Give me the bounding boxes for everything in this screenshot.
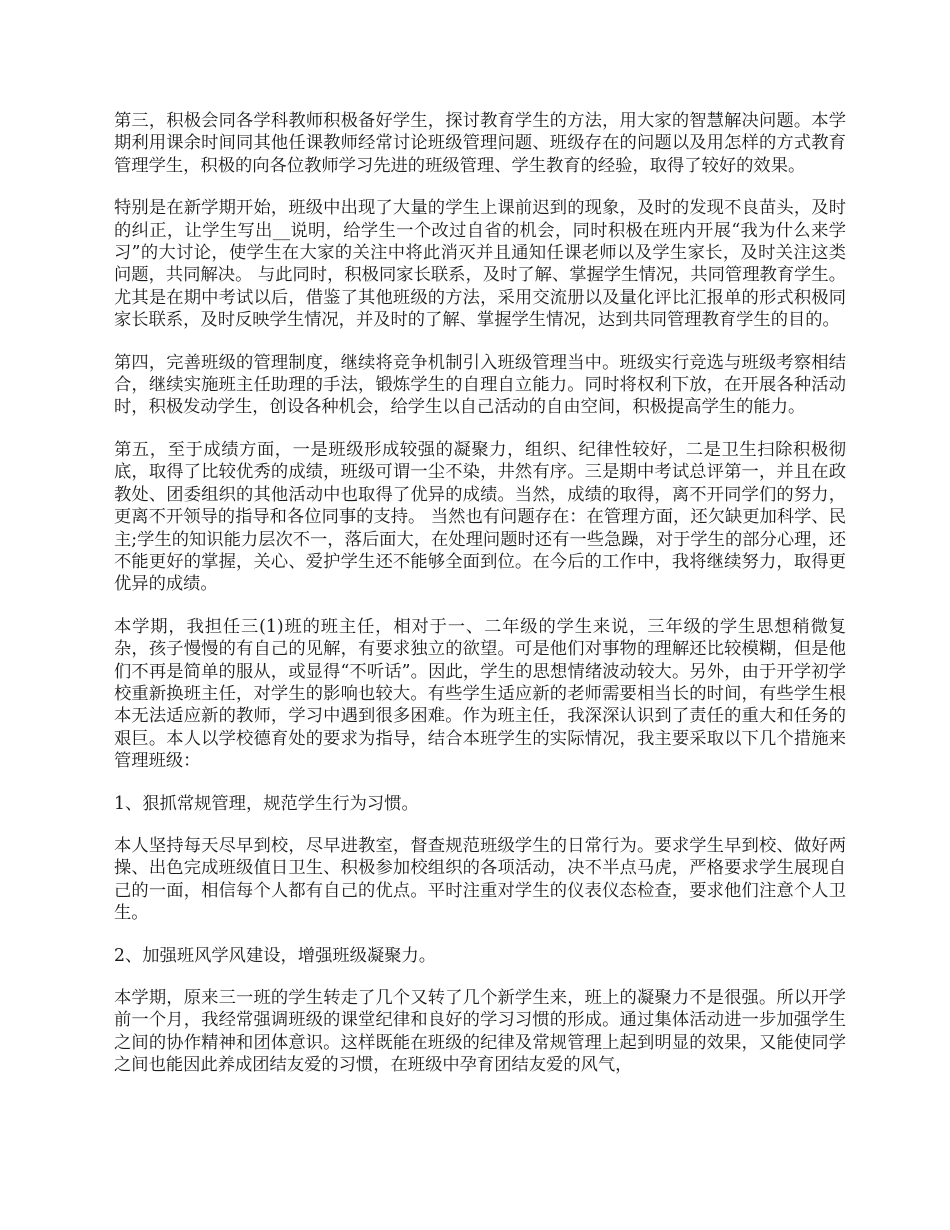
paragraph-class-overview: 本学期，我担任三(1)班的班主任，相对于一、二年级的学生来说，三年级的学生思想稍微复杂，孩子慢慢的有自己的见解，有要求独立的欲望。可是他们对事物的理解还比较模糊，但是他们不再是简单的服从，或显得“不听话”。因此，学生的思想情绪波动较大。另外，由于开学初学校重新换班主任，对学生的影响也较大。有些学生适应新的老师需要相当长的时间，有些学生根本无法适应新的教师，学习中遇到很多困难。作为班主任，我深深认识到了责任的重大和任务的艰巨。本人以学校德育处的要求为指导，结合本班学生的实际情况，我主要采取以下几个措施来管理班级：: [114, 616, 846, 772]
paragraph-fourth-point: 第四，完善班级的管理制度，继续将竞争机制引入班级管理当中。班级实行竞选与班级考察相结合，继续实施班主任助理的手法，锻炼学生的自理自立能力。同时将权利下放，在开展各种活动时，积极发动学生，创设各种机会，给学生以自己活动的自由空间，积极提高学生的能力。: [114, 352, 846, 418]
heading-routine-management: 1、狠抓常规管理，规范学生行为习惯。: [114, 793, 419, 814]
paragraph-fifth-point: 第五，至于成绩方面，一是班级形成较强的凝聚力，组织、纪律性较好，二是卫生扫除积极彻底，取得了比较优秀的成绩，班级可谓一尘不染，井然有序。三是期中考试总评第一，并且在政教处、团委组织的其他活动中也取得了优异的成绩。当然，成绩的取得，离不开同学们的努力，更离不开领导的指导和各位同事的支持。 当然也有问题存在：在管理方面，还欠缺更加科学、民主;学生的知识能力层次不一，落后面大，在处理问题时还有一些急躁，对于学生的部分心理，还不能更好的掌握，关心、爱护学生还不能够全面到位。在今后的工作中，我将继续努力，取得更优异的成绩。: [114, 439, 846, 595]
paragraph-third-point: 第三，积极会同各学科教师积极备好学生，探讨教育学生的方法，用大家的智慧解决问题。本学期利用课余时间同其他任课教师经常讨论班级管理问题、班级存在的问题以及用怎样的方式教育管理学生，积极的向各位教师学习先进的班级管理、学生教育的经验，取得了较好的效果。: [114, 111, 846, 176]
paragraph-routine-management: 本人坚持每天尽早到校，尽早进教室，督查规范班级学生的日常行为。要求学生早到校、做好两操、出色完成班级值日卫生、积极参加校组织的各项活动，决不半点马虎，严格要求学生展现自己的一面，相信每个人都有自己的优点。平时注重对学生的仪表仪态检查，要求他们注意个人卫生。: [114, 835, 846, 924]
paragraph-lateness-issue: 特别是在新学期开始，班级中出现了大量的学生上课前迟到的现象，及时的发现不良苗头，及时的纠正，让学生写出__说明，给学生一个改过自省的机会，同时积极在班内开展“我为什么来学习”的大讨论，使学生在大家的关注中将此消灭并且通知任课老师以及学生家长，及时关注这类问题，共同解决。 与此同时，积极同家长联系，及时了解、掌握学生情况，共同管理教育学生。尤其是在期中考试以后，借鉴了其他班级的方法，采用交流册以及量化评比汇报单的形式积极同家长联系，及时反映学生情况，并及时的了解、掌握学生情况，达到共同管理教育学生的目的。: [114, 198, 846, 331]
document-page: [114, 110, 846, 1097]
heading-class-cohesion: 2、加强班风学风建设，增强班级凝聚力。: [114, 945, 437, 966]
paragraph-class-cohesion: 本学期，原来三一班的学生转走了几个又转了几个新学生来，班上的凝聚力不是很强。所以开学前一个月，我经常强调班级的课堂纪律和良好的学习习惯的形成。通过集体活动进一步加强学生之间的协作精神和团体意识。这样既能在班级的纪律及常规管理上起到明显的效果，又能使同学之间也能因此养成团结友爱的习惯，在班级中孕育团结友爱的风气，: [114, 988, 846, 1076]
